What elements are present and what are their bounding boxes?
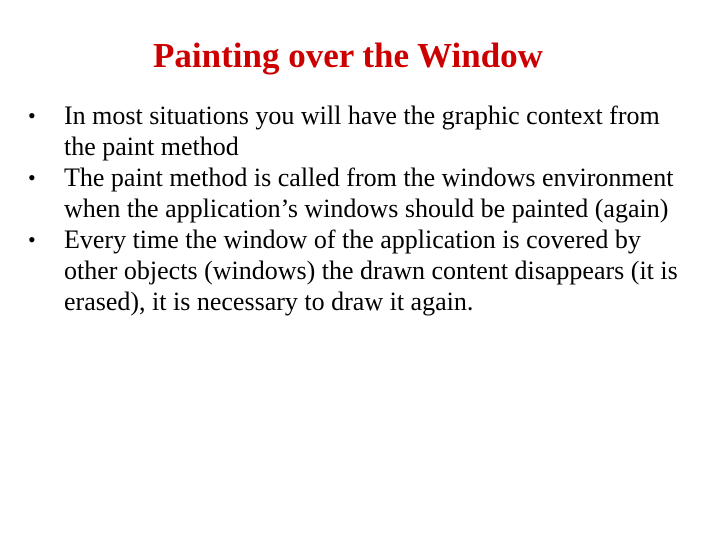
list-item	[28, 100, 678, 162]
bullet-text: In most situations you will have the graphic context from the paint method	[64, 101, 660, 161]
bullet-icon: •	[28, 103, 36, 128]
bullet-icon: •	[28, 227, 36, 252]
list-item	[28, 162, 678, 224]
bullet-text: The paint method is called from the windows environment when the application’s windows should be painted (again)	[64, 163, 674, 223]
bullet-list	[28, 100, 678, 317]
slide-title: Painting over the Window	[153, 36, 543, 75]
bullet-text: Every time the window of the application is covered by other objects (windows) the drawn content disappears (it is erased), it is necessary to draw it again.	[64, 225, 678, 316]
list-item	[28, 224, 678, 317]
bullet-icon: •	[28, 165, 36, 190]
